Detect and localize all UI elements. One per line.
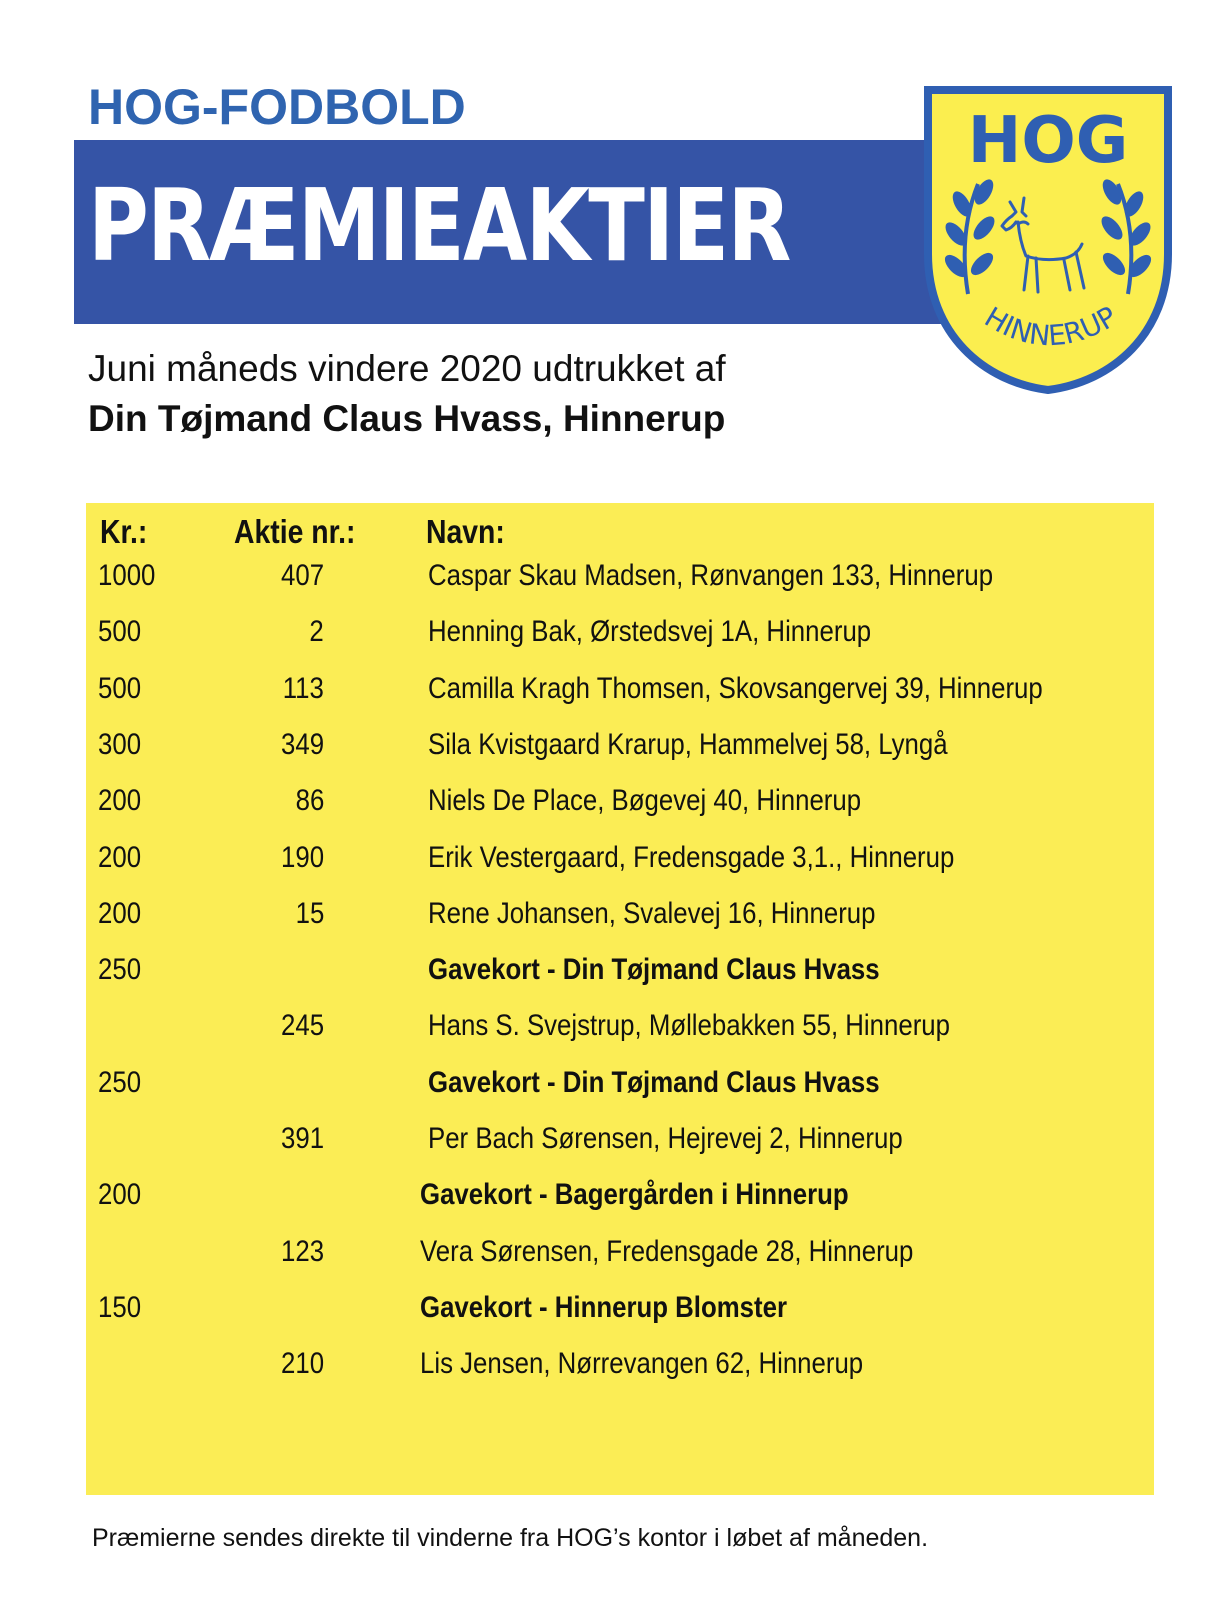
row-winner-name: Camilla Kragh Thomsen, Skovsangervej 39, Hinnerup — [428, 672, 1043, 705]
row-winner-name: Niels De Place, Bøgevej 40, Hinnerup — [428, 784, 862, 817]
row-winner-name: Lis Jensen, Nørrevangen 62, Hinnerup — [420, 1347, 864, 1380]
row-winner-name: Per Bach Sørensen, Hejrevej 2, Hinnerup — [428, 1122, 903, 1155]
row-kr: 500 — [98, 615, 142, 648]
row-kr: 200 — [98, 841, 142, 874]
row-kr: 200 — [98, 897, 142, 930]
row-winner-name: Sila Kvistgaard Krarup, Hammelvej 58, Lyngå — [428, 728, 948, 761]
hog-hinnerup-crest-logo — [922, 84, 1174, 394]
row-aktie: 210 — [280, 1347, 324, 1380]
page-title: PRÆMIEAKTIER — [88, 167, 790, 284]
row-prize-title: Gavekort - Hinnerup Blomster — [420, 1291, 788, 1324]
row-winner-name: Henning Bak, Ørstedsvej 1A, Hinnerup — [428, 615, 872, 648]
row-kr: 200 — [98, 1178, 142, 1211]
winners-table — [86, 503, 1154, 1495]
row-aktie: 113 — [282, 672, 324, 705]
row-winner-name: Hans S. Svejstrup, Møllebakken 55, Hinnerup — [428, 1009, 950, 1042]
footer-note: Præmierne sendes direkte til vinderne fra HOG’s kontor i løbet af måneden. — [92, 1524, 929, 1552]
row-kr: 200 — [98, 784, 142, 817]
crest-top-text: HOG — [967, 104, 1129, 178]
row-prize-title: Gavekort - Bagergården i Hinnerup — [420, 1178, 849, 1211]
crest-bottom-text: HINNERUP — [978, 299, 1123, 353]
row-kr: 300 — [98, 728, 142, 761]
row-winner-name: Caspar Skau Madsen, Rønvangen 133, Hinnerup — [428, 559, 994, 592]
row-kr: 250 — [98, 953, 142, 986]
club-name: HOG-FODBOLD — [88, 79, 466, 135]
row-kr: 500 — [98, 672, 142, 705]
row-aktie: 123 — [280, 1235, 324, 1268]
row-kr: 250 — [98, 1066, 142, 1099]
row-aktie: 190 — [280, 841, 324, 874]
row-prize-title: Gavekort - Din Tøjmand Claus Hvass — [428, 1066, 880, 1099]
row-kr: 1000 — [98, 559, 156, 592]
row-aktie: 86 — [295, 784, 324, 817]
row-prize-title: Gavekort - Din Tøjmand Claus Hvass — [428, 953, 880, 986]
subtitle: Juni måneds vindere 2020 udtrukket af — [88, 348, 726, 389]
header-navn: Navn: — [426, 513, 505, 550]
header-kr: Kr.: — [100, 513, 148, 550]
row-aktie: 2 — [309, 615, 324, 648]
subtitle-sponsor: Din Tøjmand Claus Hvass, Hinnerup — [88, 398, 726, 439]
header-aktie: Aktie nr.: — [234, 513, 356, 550]
row-aktie: 349 — [280, 728, 324, 761]
row-aktie: 391 — [280, 1122, 324, 1155]
row-winner-name: Rene Johansen, Svalevej 16, Hinnerup — [428, 897, 876, 930]
row-kr: 150 — [98, 1291, 142, 1324]
row-aktie: 245 — [280, 1009, 324, 1042]
row-aktie: 407 — [280, 559, 324, 592]
title-banner — [74, 140, 942, 324]
row-winner-name: Vera Sørensen, Fredensgade 28, Hinnerup — [420, 1235, 914, 1268]
row-winner-name: Erik Vestergaard, Fredensgade 3,1., Hinnerup — [428, 841, 955, 874]
row-aktie: 15 — [295, 897, 324, 930]
